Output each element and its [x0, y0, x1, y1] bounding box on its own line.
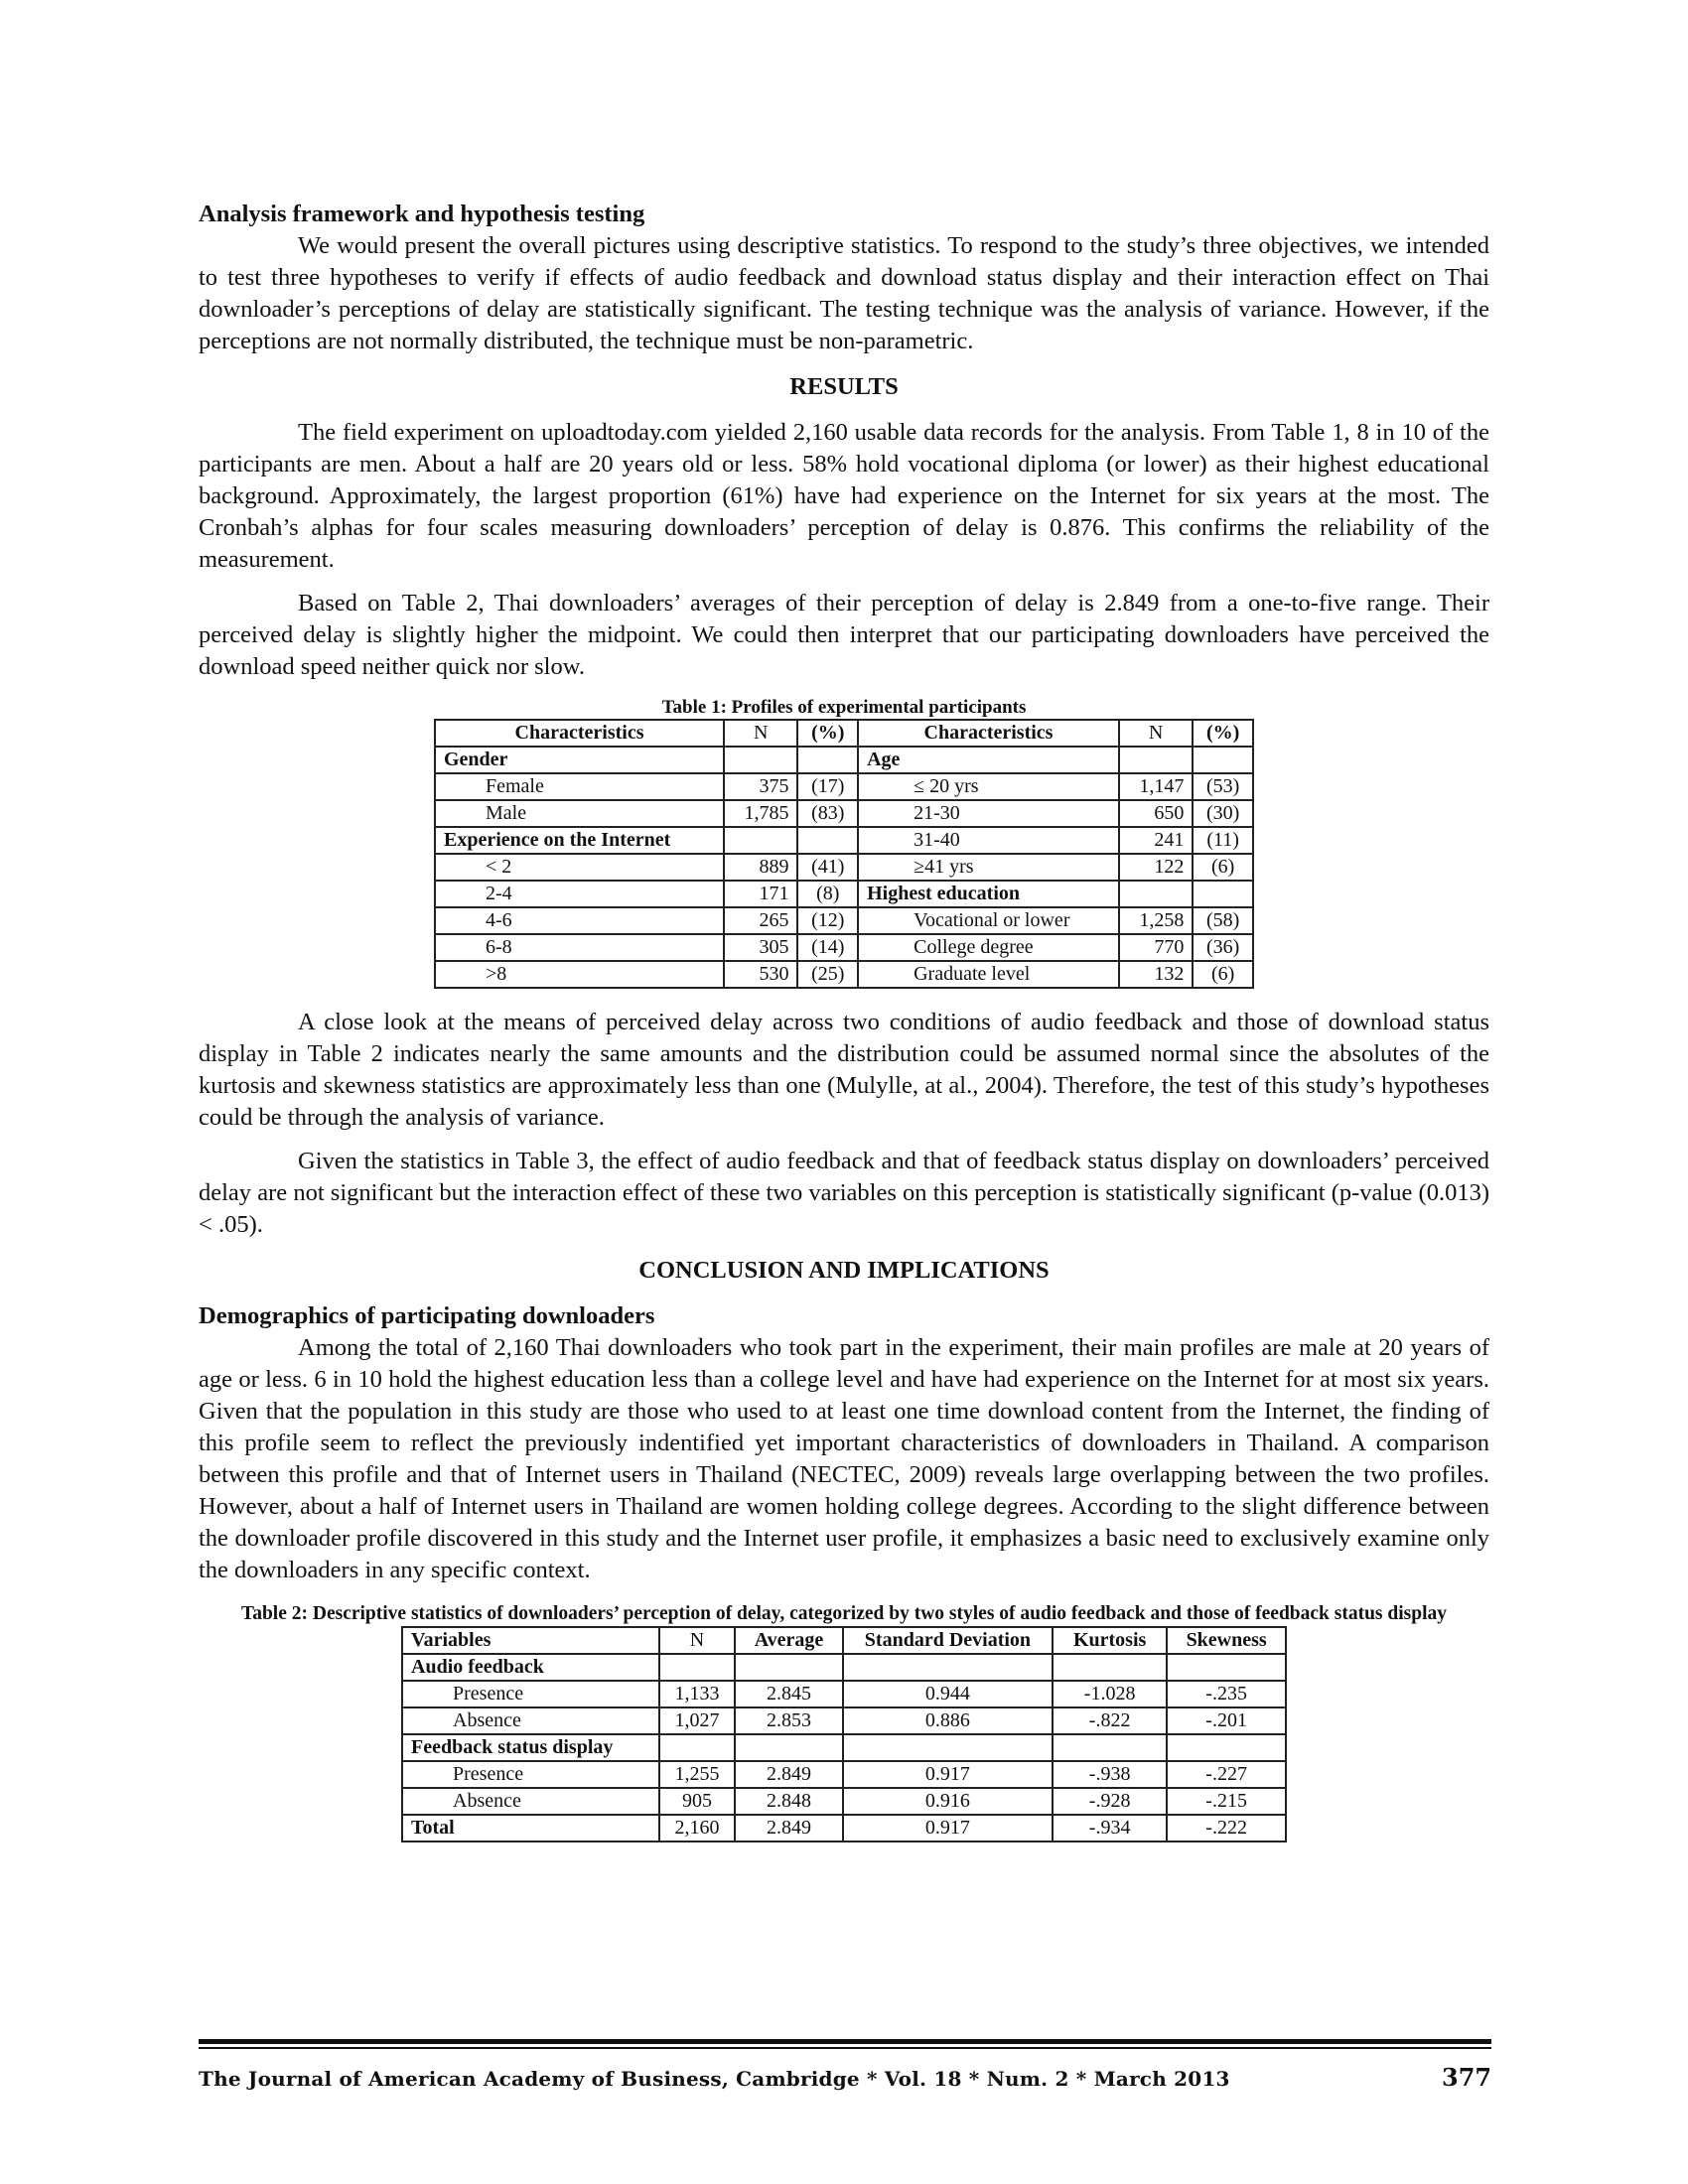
table-cell [843, 1734, 1053, 1761]
table-row [435, 747, 1253, 773]
table-cell [735, 1734, 843, 1761]
paragraph: Based on Table 2, Thai downloaders’ averages of their perception of delay is 2.849 from a one-to-five range. Their perceived delay is slightly higher the midpoint. We could then interpret that our participating downloaders have perceived the download speed neither quick nor slow. [199, 590, 1489, 680]
table-cell: 241 [1119, 827, 1193, 854]
table-cell: (6) [1193, 854, 1253, 881]
table-header-cell: N [659, 1627, 735, 1654]
table-cell: (53) [1193, 773, 1253, 800]
journal-footer: The Journal of American Academy of Business, Cambridge * Vol. 18 * Num. 2 * March 2013 [199, 2067, 1230, 2091]
table-row [402, 1707, 1286, 1734]
table-cell: -.822 [1053, 1707, 1167, 1734]
table-row [402, 1734, 1286, 1761]
table-cell: Presence [402, 1761, 659, 1788]
table-cell: Vocational or lower [858, 907, 1119, 934]
table-cell: 2.853 [735, 1707, 843, 1734]
table-header-cell: Characteristics [858, 720, 1119, 747]
table-header-cell: N [724, 720, 797, 747]
table-header-cell: Characteristics [435, 720, 724, 747]
table-cell: Feedback status display [402, 1734, 659, 1761]
page-body [199, 199, 1489, 1843]
table-cell: 21-30 [858, 800, 1119, 827]
table-cell: ≤ 20 yrs [858, 773, 1119, 800]
subsection-heading: Demographics of participating downloaders [199, 1302, 655, 1329]
table-participant-profiles [434, 719, 1254, 989]
page-number: 377 [1442, 2063, 1492, 2092]
table-cell [1167, 1734, 1286, 1761]
table-cell: < 2 [435, 854, 724, 881]
table-cell: (6) [1193, 961, 1253, 988]
table-cell [1053, 1734, 1167, 1761]
paragraph: We would present the overall pictures using descriptive statistics. To respond to the study’s three objectives, we intended to test three hypotheses to verify if effects of audio feedback and download status display and their interaction effect on Thai downloader’s perceptions of delay are statistically significant. The testing technique was the analysis of variance. However, if the perceptions are not normally distributed, the technique must be non-parametric. [199, 232, 1489, 354]
table-cell: (25) [797, 961, 858, 988]
table-cell: (41) [797, 854, 858, 881]
table-cell: 1,027 [659, 1707, 735, 1734]
table-cell: 265 [724, 907, 797, 934]
table-cell: >8 [435, 961, 724, 988]
table-cell: 1,255 [659, 1761, 735, 1788]
table-header-cell: Variables [402, 1627, 659, 1654]
table-row [435, 907, 1253, 934]
table-cell: 0.917 [843, 1761, 1053, 1788]
table-cell [797, 747, 858, 773]
table-cell: -.938 [1053, 1761, 1167, 1788]
table-header-row [435, 720, 1253, 747]
table-cell: -.222 [1167, 1815, 1286, 1842]
table-cell: College degree [858, 934, 1119, 961]
table-cell: Presence [402, 1681, 659, 1707]
table-caption: Table 2: Descriptive statistics of downloaders’ perception of delay, categorized by two styles of audio feedback and those of feedback status display [240, 1603, 1448, 1624]
table-cell [1119, 881, 1193, 907]
table-cell: ≥41 yrs [858, 854, 1119, 881]
table-cell: (36) [1193, 934, 1253, 961]
table-cell: 4-6 [435, 907, 724, 934]
table-cell: -.227 [1167, 1761, 1286, 1788]
table-cell: Experience on the Internet [435, 827, 724, 854]
table-row [402, 1681, 1286, 1707]
table-cell [1053, 1654, 1167, 1681]
table-cell: 375 [724, 773, 797, 800]
table-row [435, 800, 1253, 827]
table-cell: -.201 [1167, 1707, 1286, 1734]
table-cell: 1,785 [724, 800, 797, 827]
table-cell [1119, 747, 1193, 773]
table-cell: 171 [724, 881, 797, 907]
table-cell: Total [402, 1815, 659, 1842]
section-heading-analysis: Analysis framework and hypothesis testing [199, 201, 645, 227]
table-cell [724, 827, 797, 854]
table-cell: 1,258 [1119, 907, 1193, 934]
table-cell: 905 [659, 1788, 735, 1815]
table-cell: 132 [1119, 961, 1193, 988]
table-cell: 1,133 [659, 1681, 735, 1707]
table-header-cell: N [1119, 720, 1193, 747]
table-cell: 0.916 [843, 1788, 1053, 1815]
table-cell: 6-8 [435, 934, 724, 961]
table-cell: 122 [1119, 854, 1193, 881]
paragraph: Among the total of 2,160 Thai downloaders who took part in the experiment, their main profiles are male at 20 years of age or less. 6 in 10 hold the highest education less than a college level and have had experience on the Internet for at most six years. Given that the population in this study are those who used to at least one time download content from the Internet, the finding of this profile seem to reflect the previously indentified yet important characteristics of downloaders in Thailand. A comparison between this profile and that of Internet users in Thailand (NECTEC, 2009) reveals large overlapping between the two profiles. However, about a half of Internet users in Thailand are women holding college degrees. According to the slight difference between the downloader profile discovered in this study and the Internet user profile, it emphasizes a basic need to exclusively examine only the downloaders in any specific context. [199, 1334, 1489, 1583]
table-cell: 305 [724, 934, 797, 961]
table-header-row [402, 1627, 1286, 1654]
table-cell: (8) [797, 881, 858, 907]
table-cell: (17) [797, 773, 858, 800]
table-cell [724, 747, 797, 773]
table-row [402, 1761, 1286, 1788]
table-cell: 1,147 [1119, 773, 1193, 800]
table-header-cell: Skewness [1167, 1627, 1286, 1654]
paragraph: The field experiment on uploadtoday.com yielded 2,160 usable data records for the analysis. From Table 1, 8 in 10 of the participants are men. About a half are 20 years old or less. 58% hold vocational diploma (or lower) as their highest educational background. Approximately, the largest proportion (61%) have had experience on the Internet for six years at the most. The Cronbah’s alphas for four scales measuring downloaders’ perception of delay is 0.876. This confirms the reliability of the measurement. [199, 419, 1489, 573]
table-row [402, 1654, 1286, 1681]
table-cell: 0.944 [843, 1681, 1053, 1707]
footer-rule [199, 2039, 1491, 2044]
table-header-cell: Standard Deviation [843, 1627, 1053, 1654]
footer-rule [199, 2047, 1491, 2049]
table-cell: 2.849 [735, 1761, 843, 1788]
table-row [435, 881, 1253, 907]
table-cell: -1.028 [1053, 1681, 1167, 1707]
section-heading-results: RESULTS [789, 373, 899, 400]
table-header-cell: Average [735, 1627, 843, 1654]
table-cell: Gender [435, 747, 724, 773]
table-cell [1193, 881, 1253, 907]
table-cell: -.934 [1053, 1815, 1167, 1842]
section-heading-conclusion: CONCLUSION AND IMPLICATIONS [638, 1257, 1050, 1284]
table-row [435, 827, 1253, 854]
table-cell [659, 1654, 735, 1681]
paragraph: A close look at the means of perceived delay across two conditions of audio feedback and those of download status display in Table 2 indicates nearly the same amounts and the distribution could be assumed normal since the absolutes of the kurtosis and skewness statistics are approximately less than one (Mulylle, at al., 2004). Therefore, the test of this study’s hypotheses could be through the analysis of variance. [199, 1009, 1489, 1131]
table-header-cell: (%) [797, 720, 858, 747]
table-caption: Table 1: Profiles of experimental participants [661, 697, 1027, 718]
table-cell: 31-40 [858, 827, 1119, 854]
table-cell: Male [435, 800, 724, 827]
table-cell [735, 1654, 843, 1681]
table-cell: -.235 [1167, 1681, 1286, 1707]
table-cell: 770 [1119, 934, 1193, 961]
table-descriptive-statistics [401, 1626, 1287, 1843]
table-cell: -.928 [1053, 1788, 1167, 1815]
table-cell: 0.886 [843, 1707, 1053, 1734]
table-cell: Absence [402, 1788, 659, 1815]
table-row [435, 934, 1253, 961]
table-cell: 889 [724, 854, 797, 881]
table-cell: Graduate level [858, 961, 1119, 988]
table-cell [843, 1654, 1053, 1681]
table-cell: (58) [1193, 907, 1253, 934]
table-row [435, 961, 1253, 988]
table-row [402, 1788, 1286, 1815]
table-cell: -.215 [1167, 1788, 1286, 1815]
table-cell: 2-4 [435, 881, 724, 907]
table-cell: (14) [797, 934, 858, 961]
table-row [435, 773, 1253, 800]
table-cell: 2.845 [735, 1681, 843, 1707]
table-header-cell: Kurtosis [1053, 1627, 1167, 1654]
table-cell: (30) [1193, 800, 1253, 827]
paragraph: Given the statistics in Table 3, the effect of audio feedback and that of feedback status display on downloaders’ perceived delay are not significant but the interaction effect of these two variables on this perception is statistically significant (p-value (0.013) < .05). [199, 1148, 1489, 1238]
table-cell [797, 827, 858, 854]
table-cell [1167, 1654, 1286, 1681]
table-cell: (83) [797, 800, 858, 827]
table-cell: Female [435, 773, 724, 800]
table-cell: (12) [797, 907, 858, 934]
table-cell [659, 1734, 735, 1761]
table-cell: (11) [1193, 827, 1253, 854]
table-cell: 2.849 [735, 1815, 843, 1842]
table-cell: 2.848 [735, 1788, 843, 1815]
table-cell: 2,160 [659, 1815, 735, 1842]
table-cell: 650 [1119, 800, 1193, 827]
table-cell [1193, 747, 1253, 773]
table-header-cell: (%) [1193, 720, 1253, 747]
table-cell: Age [858, 747, 1119, 773]
table-cell: 530 [724, 961, 797, 988]
table-row [435, 854, 1253, 881]
table-cell: 0.917 [843, 1815, 1053, 1842]
table-cell: Audio feedback [402, 1654, 659, 1681]
table-cell: Absence [402, 1707, 659, 1734]
table-cell: Highest education [858, 881, 1119, 907]
table-row [402, 1815, 1286, 1842]
